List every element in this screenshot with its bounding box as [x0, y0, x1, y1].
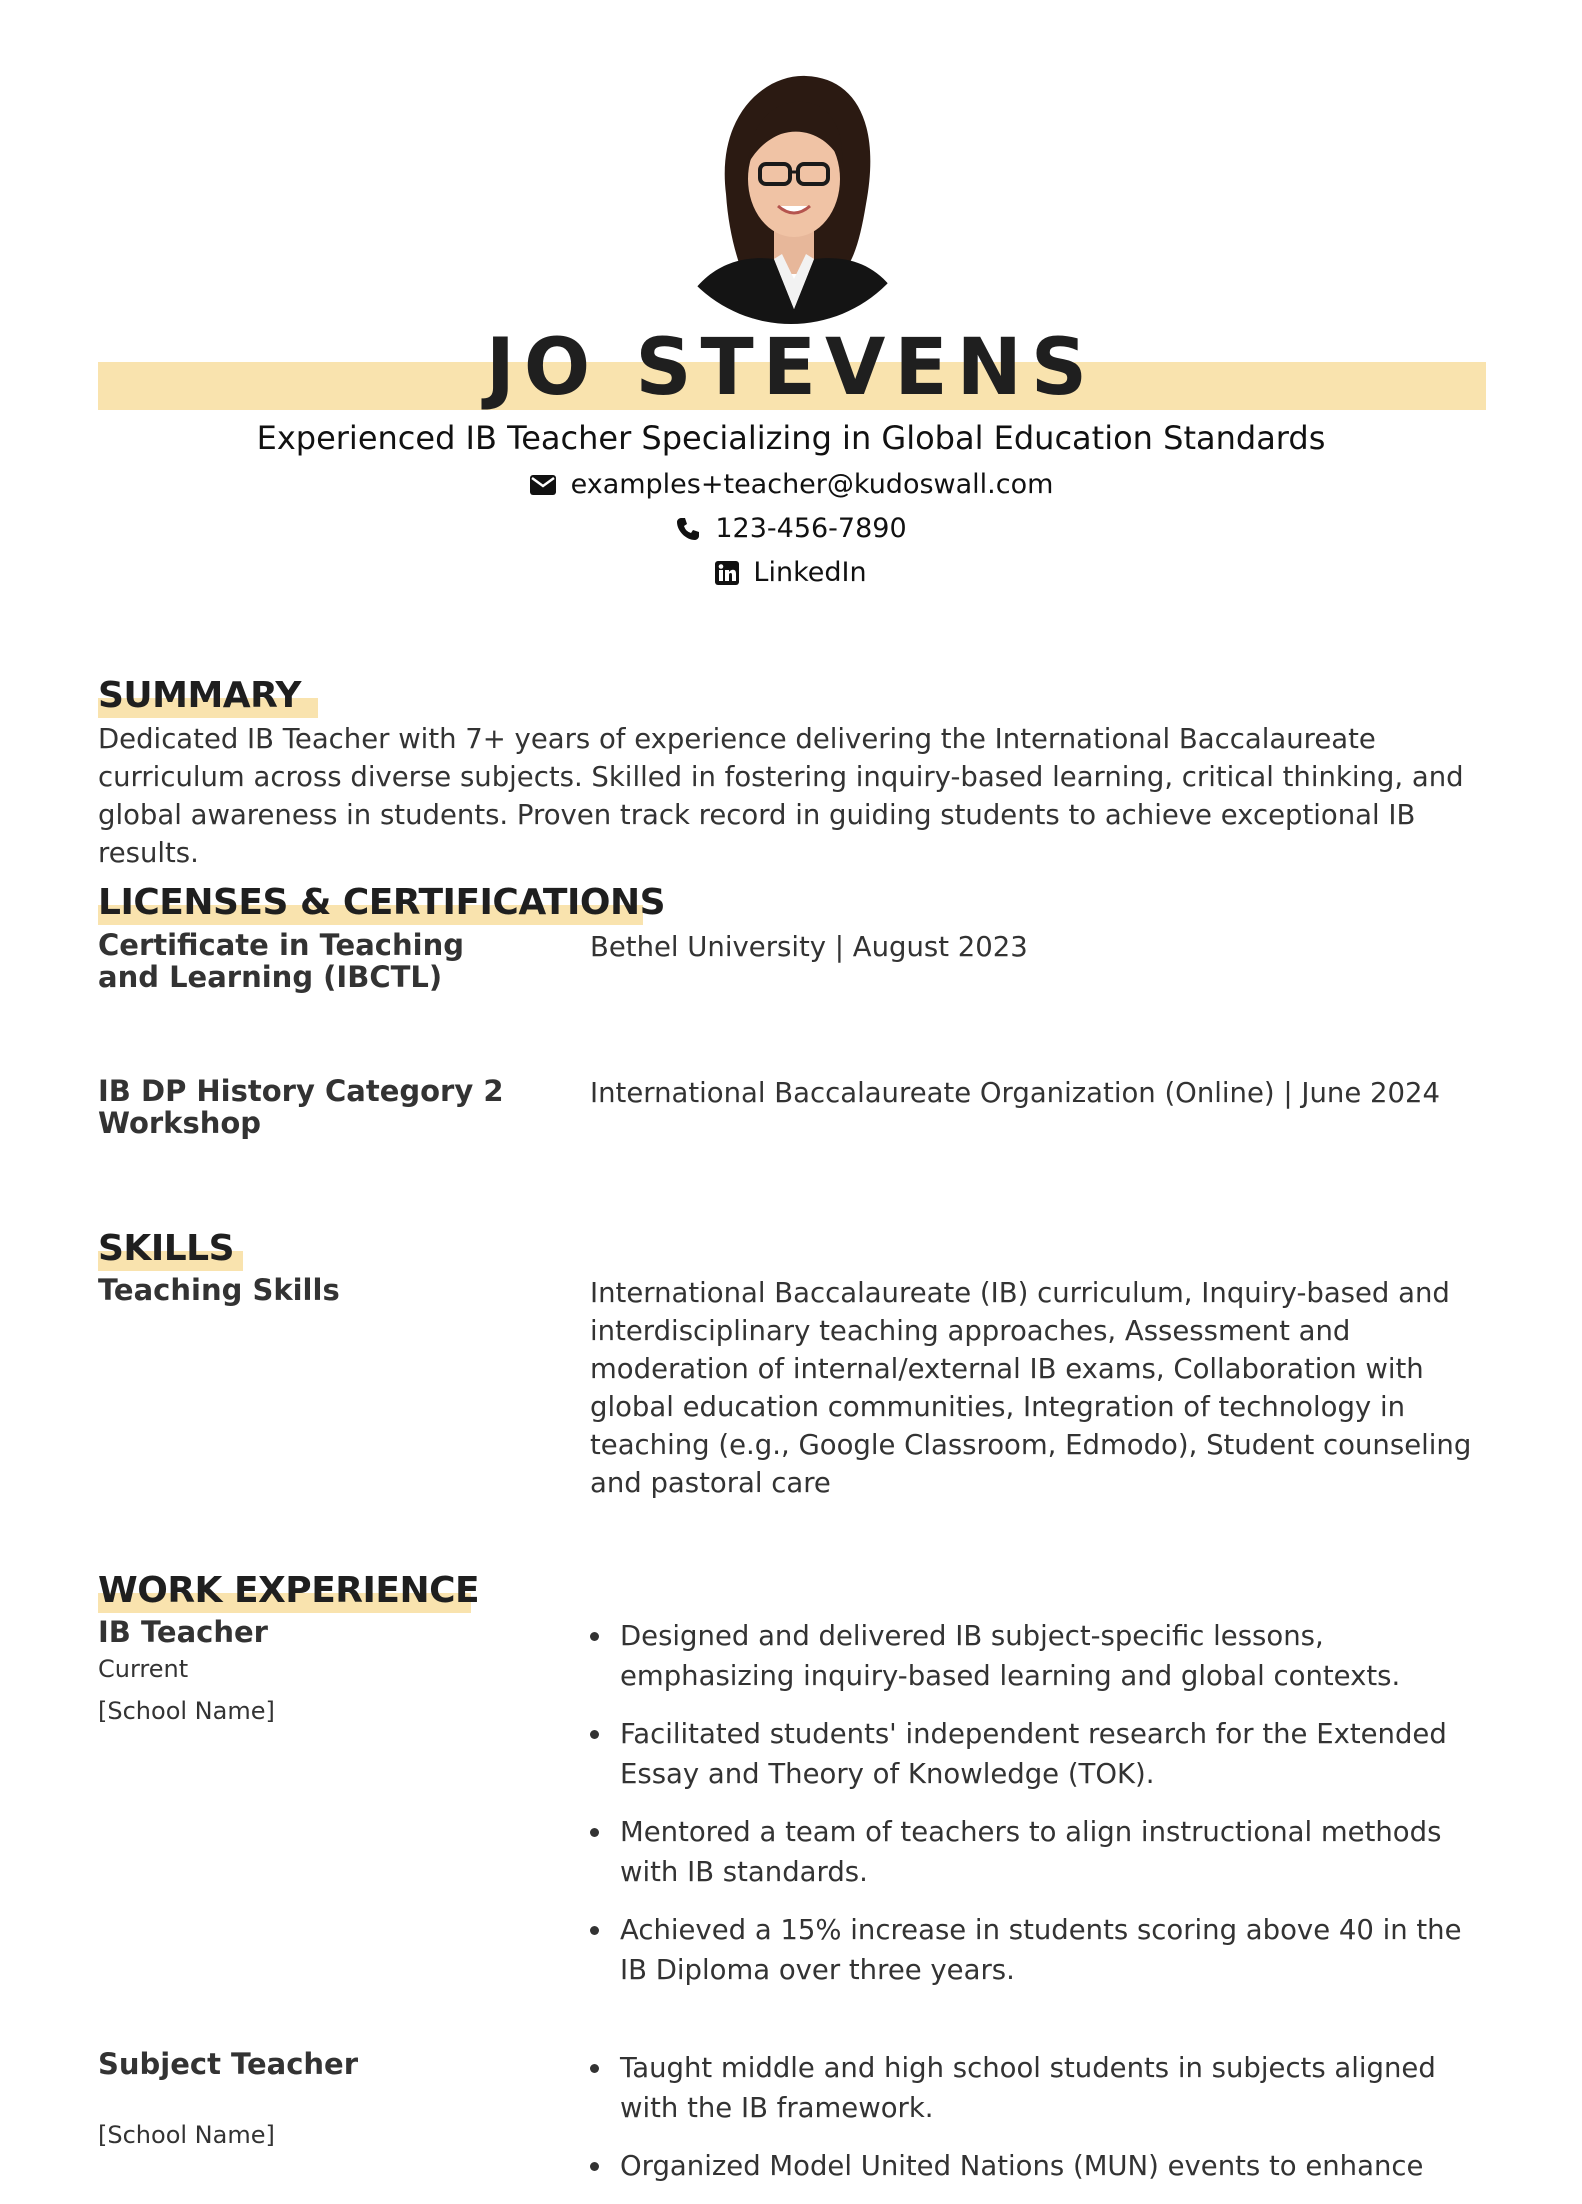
bullet-list — [590, 1616, 1490, 1990]
skill-category: Teaching Skills — [98, 1273, 340, 1307]
envelope-icon — [529, 474, 557, 496]
section-title-experience — [98, 1569, 479, 1613]
portrait-illustration — [656, 54, 926, 324]
phone-text: 123-456-7890 — [715, 513, 907, 544]
section-title-text: LICENSES & CERTIFICATIONS — [98, 882, 666, 923]
job-header — [98, 2048, 538, 2156]
section-title-certifications — [98, 881, 665, 925]
section-title-summary — [98, 674, 301, 718]
certification-name: IB DP History Category 2 Workshop — [98, 1074, 504, 1140]
certification-name: Certificate in Teaching and Learning (IBCTL) — [98, 928, 464, 994]
job-role: IB Teacher — [98, 1615, 268, 1649]
candidate-name: JO STEVENS — [485, 323, 1097, 413]
job-school: [School Name] — [98, 1697, 275, 1725]
contact-email[interactable] — [0, 463, 1582, 507]
contact-phone[interactable] — [0, 507, 1582, 551]
bullet-dot — [590, 1926, 599, 1935]
section-title-text: SUMMARY — [98, 675, 301, 716]
list-item: Designed and delivered IB subject-specific lessons, emphasizing inquiry-based learning and global contexts. — [590, 1616, 1490, 1696]
headline: Experienced IB Teacher Specializing in Global Education Standards — [256, 419, 1326, 457]
job-bullets — [590, 2048, 1490, 2204]
bullet-dot — [590, 1828, 599, 1837]
bullet-dot — [590, 2064, 599, 2073]
certification-details: Bethel University | August 2023 — [590, 931, 1028, 963]
job-header — [98, 1616, 538, 1732]
bullet-list — [590, 2048, 1490, 2186]
bullet-dot — [590, 1730, 599, 1739]
contact-linkedin[interactable] — [0, 551, 1582, 595]
section-title-text: SKILLS — [98, 1228, 235, 1269]
linkedin-icon — [715, 561, 739, 585]
bullet-dot — [590, 2162, 599, 2171]
summary-text: Dedicated IB Teacher with 7+ years of experience delivering the International Baccalaureate curriculum across diverse subjects. Skilled in fostering inquiry-based learning, critical thinking, and global awareness in students. Proven track record in guiding students to achieve exceptional IB results. — [98, 723, 1464, 869]
avatar — [656, 54, 926, 324]
list-item: Mentored a team of teachers to align instructional methods with IB standards. — [590, 1812, 1490, 1892]
section-title-text: WORK EXPERIENCE — [98, 1570, 480, 1611]
job-school: [School Name] — [98, 2121, 275, 2149]
list-item: Achieved a 15% increase in students scoring above 40 in the IB Diploma over three years. — [590, 1910, 1490, 1990]
list-item: Taught middle and high school students in subjects aligned with the IB framework. — [590, 2048, 1490, 2128]
job-role: Subject Teacher — [98, 2047, 359, 2081]
phone-icon — [675, 516, 701, 542]
skill-list: International Baccalaureate (IB) curriculum, Inquiry-based and interdisciplinary teaching approaches, Assessment and moderation of internal/external IB exams, Collaboration with global education communities, Integration of technology in teaching (e.g., Google Classroom, Edmodo), Student counseling and pastoral care — [590, 1277, 1472, 1499]
certification-details: International Baccalaureate Organization (Online) | June 2024 — [590, 1077, 1440, 1109]
job-period: Current — [98, 1655, 189, 1683]
linkedin-text: LinkedIn — [753, 557, 867, 588]
email-text: examples+teacher@kudoswall.com — [570, 469, 1054, 500]
section-title-skills — [98, 1227, 234, 1271]
list-item: Organized Model United Nations (MUN) events to enhance — [590, 2146, 1490, 2186]
list-item: Facilitated students' independent research for the Extended Essay and Theory of Knowledge (TOK). — [590, 1714, 1490, 1794]
bullet-dot — [590, 1632, 599, 1641]
job-bullets — [590, 1616, 1490, 2008]
